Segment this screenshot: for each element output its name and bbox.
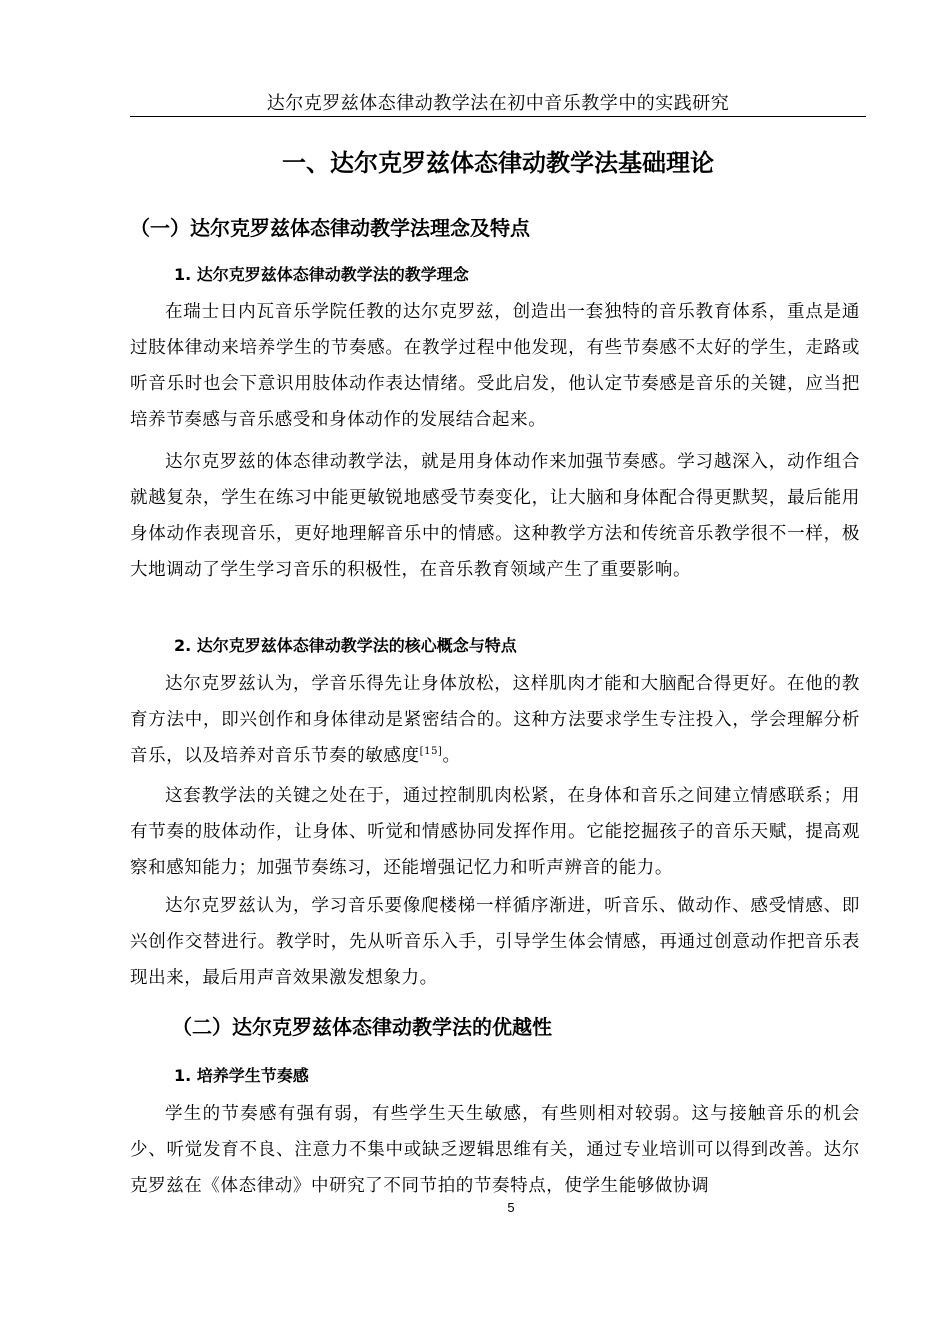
paragraph: 在瑞士日内瓦音乐学院任教的达尔克罗兹，创造出一套独特的音乐教育体系，重点是通过肢体律动来培养学生的节奏感。在教学过程中他发现，有些节奏感不太好的学生，走路或听音乐时也会下意识用肢体动作表达情绪。受此启发，他认定节奏感是音乐的关键，应当把培养节奏感与音乐感受和身体动作的发展结合起来。: [130, 302, 860, 430]
subsection-title-1-2: 2. 达尔克罗兹体态律动教学法的核心概念与特点: [174, 636, 517, 655]
citation-reference: [15]: [419, 746, 443, 758]
subsection-title-1-1: 1. 达尔克罗兹体态律动教学法的教学理念: [174, 265, 469, 284]
section-title-1: （一）达尔克罗兹体态律动教学法理念及特点: [130, 216, 530, 240]
paragraph-end: 。: [442, 746, 461, 766]
section-title-2: （二）达尔克罗兹体态律动教学法的优越性: [172, 1015, 552, 1039]
paragraph: 这套教学法的关键之处在于，通过控制肌肉松紧，在身体和音乐之间建立情感联系；用有节奏的肢体动作，让身体、听觉和情感协同发挥作用。它能挖掘孩子的音乐天赋，提高观察和感知能力；加强节奏练习，还能增强记忆力和听声辨音的能力。: [130, 786, 860, 878]
header-rule: [130, 116, 866, 117]
paragraph-text: 达尔克罗兹认为，学音乐得先让身体放松，这样肌肉才能和大脑配合得更好。在他的教育方法中，即兴创作和身体律动是紧密结合的。这种方法要求学生专注投入，学会理解分析音乐，以及培养对音乐节奏的敏感度: [130, 674, 860, 766]
paragraph: 达尔克罗兹认为，学习音乐要像爬楼梯一样循序渐进，听音乐、做动作、感受情感、即兴创作交替进行。教学时，先从听音乐入手，引导学生体会情感，再通过创意动作把音乐表现出来，最后用声音效果激发想象力。: [130, 896, 860, 988]
subsection-title-2-1: 1. 培养学生节奏感: [174, 1066, 309, 1085]
running-header: 达尔克罗兹体态律动教学法在初中音乐教学中的实践研究: [266, 93, 730, 114]
paragraph: 达尔克罗兹的体态律动教学法，就是用身体动作来加强节奏感。学习越深入，动作组合就越复杂，学生在练习中能更敏锐地感受节奏变化，让大脑和身体配合得更默契，最后能用身体动作表现音乐，更好地理解音乐中的情感。这种教学方法和传统音乐教学很不一样，极大地调动了学生学习音乐的积极性，在音乐教育领域产生了重要影响。: [130, 452, 860, 580]
paragraph-with-citation: [130, 666, 860, 774]
chapter-title: 一、达尔克罗兹体态律动教学法基础理论: [282, 149, 714, 177]
paragraph: 学生的节奏感有强有弱，有些学生天生敏感，有些则相对较弱。这与接触音乐的机会少、听觉发育不良、注意力不集中或缺乏逻辑思维有关，通过专业培训可以得到改善。达尔克罗兹在《体态律动》中研究了不同节拍的节奏特点，使学生能够做协调: [130, 1104, 860, 1196]
page-number: 5: [507, 1200, 515, 1215]
